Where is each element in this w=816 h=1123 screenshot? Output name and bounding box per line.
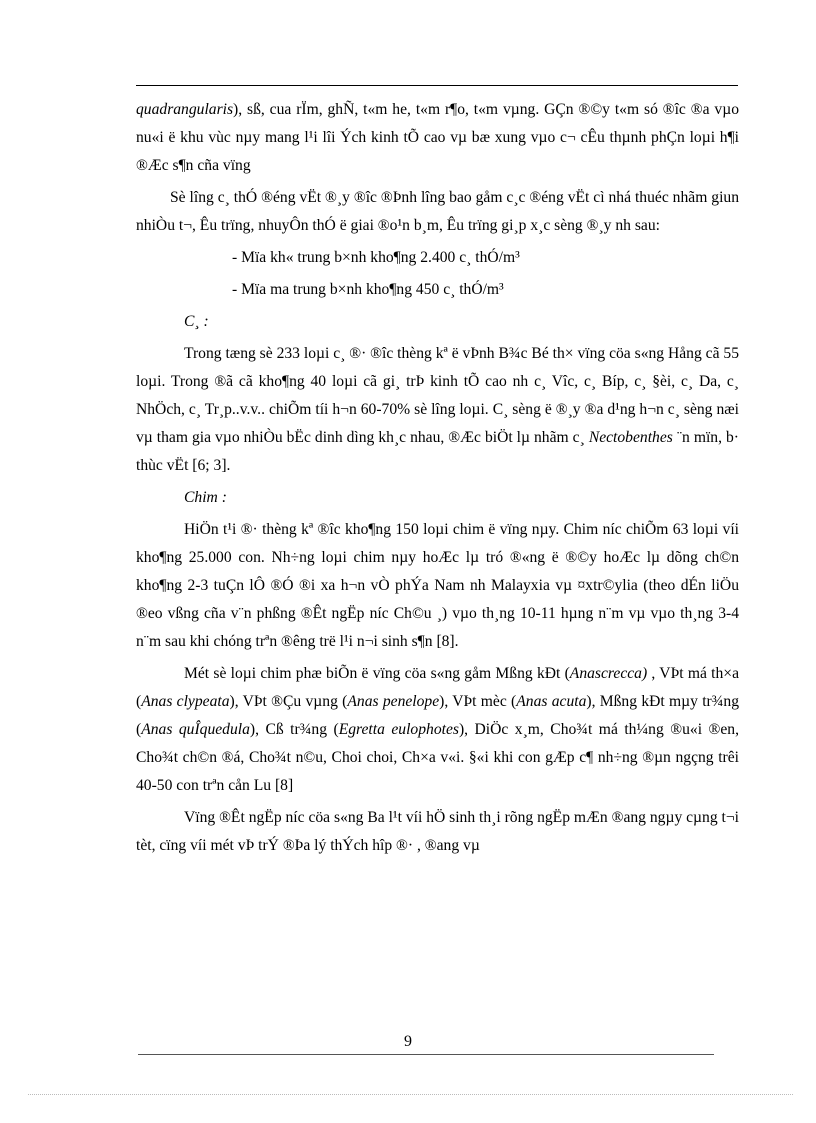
species-name: Nectobenthes	[588, 429, 673, 446]
page-edge-dots	[28, 1094, 793, 1095]
heading-birds: Chim :	[184, 489, 227, 506]
document-body	[136, 96, 739, 864]
heading-fish: C¸ :	[184, 313, 209, 330]
paragraph-birds: HiÖn t¹i ®· thèng kª ®îc kho¶ng 150 loµi chim ë vïng nµy. Chim níc chiÕm 63 loµi víi kho¶ng 25.000 con. Nh÷ng loµi chim nµy hoÆc lµ tró ®«ng ë ®©y hoÆc lµ dõng ch©n kho¶ng 2-3 tuÇn lÔ ®Ó ®i xa h¬n vÒ phÝa Nam nh Malayxia vµ ¤xtr©ylia (theo dÉn liÖu ®eo vßng cña v¨n phßng ®Êt ngËp níc Ch©u ¸) vµo th¸ng 10-11 hµng n¨m vµ vµo th¸ng 3-4 n¨m sau khi chóng trªn ®êng trë l¹i n¬i sinh s¶n [8].	[136, 521, 739, 650]
species-name: quadrangularis	[136, 101, 234, 118]
bullet-dry-season: - Mïa kh« trung b×nh kho¶ng 2.400 c¸ thÓ/m³	[232, 249, 520, 266]
paragraph-2: Sè lîng c¸ thÓ ®éng vËt ®¸y ®îc ®Þnh lîng bao gåm c¸c ®éng vËt cì nhá thuéc nhãm giun nhiÒu t¬, Êu trïng, nhuyÔn thÓ ë giai ®o¹n b¸m, Êu trïng gi¸p x¸c sèng ®¸y nh sau:	[136, 189, 739, 234]
paragraph-bird-species: Mét sè loµi chim phæ biÕn ë vïng cöa s«ng gåm Mßng kÐt (Anascrecca) , VÞt má th×a (Anas clypeata), VÞt ®Çu vµng (Anas penelope), VÞt mèc (Anas acuta), Mßng kÐt mµy tr¾ng (Anas quÎquedula), Cß tr¾ng (Egretta eulophotes), DiÖc x¸m, Cho¾t má th¼ng ®u«i ®en, Cho¾t ch©n ®á, Cho¾t n©u, Choi choi, Ch×a v«i. §«i khi con gÆp c¶ nh÷ng ®µn ngçng trêi 40-50 con trªn cån Lu [8]	[136, 665, 740, 794]
footer-rule	[138, 1054, 714, 1055]
bullet-wet-season: - Mïa ma trung b×nh kho¶ng 450 c¸ thÓ/m³	[232, 281, 504, 298]
header-rule	[136, 85, 738, 86]
paragraph-1: quadrangularis), sß, cua rÏm, ghÑ, t«m he, t«m r¶o, t«m vµng. GÇn ®©y t«m só ®îc ®a vµo nu«i ë khu vùc nµy mang l¹i lîi Ých kinh tÕ cao vµ bæ xung vµo c¬ cÊu thµnh phÇn loµi h¶i ®Æc s¶n cña vïng	[136, 101, 739, 174]
paragraph-wetland: Vïng ®Êt ngËp níc cöa s«ng Ba l¹t víi hÖ sinh th¸i rõng ngËp mÆn ®ang ngµy cµng t¬i tèt, cïng víi mét vÞ trÝ ®Þa lý thÝch hîp ®· , ®ang vµ	[136, 809, 739, 854]
paragraph-fish: Trong tæng sè 233 loµi c¸ ®· ®îc thèng kª ë vÞnh B¾c Bé th× vïng cöa s«ng Hång cã 55 loµi. Trong ®ã cã kho¶ng 40 loµi cã gi¸ trÞ kinh tÕ cao nh c¸ Vîc, c¸ Bíp, c¸ §èi, c¸ Da, c¸ NhÖch, c¸ Tr¸p..v.v.. chiÕm tíi h¬n 60-70% sè lîng loµi. C¸ sèng ë ®¸y ®a d¹ng h¬n c¸ sèng næi vµ tham gia vµo nhiÒu bËc dinh dìng kh¸c nhau, ®Æc biÖt lµ nhãm c¸ Nectobenthes ¨n mïn, b· thùc vËt [6; 3].	[136, 345, 740, 474]
page-number: 9	[404, 1033, 412, 1050]
